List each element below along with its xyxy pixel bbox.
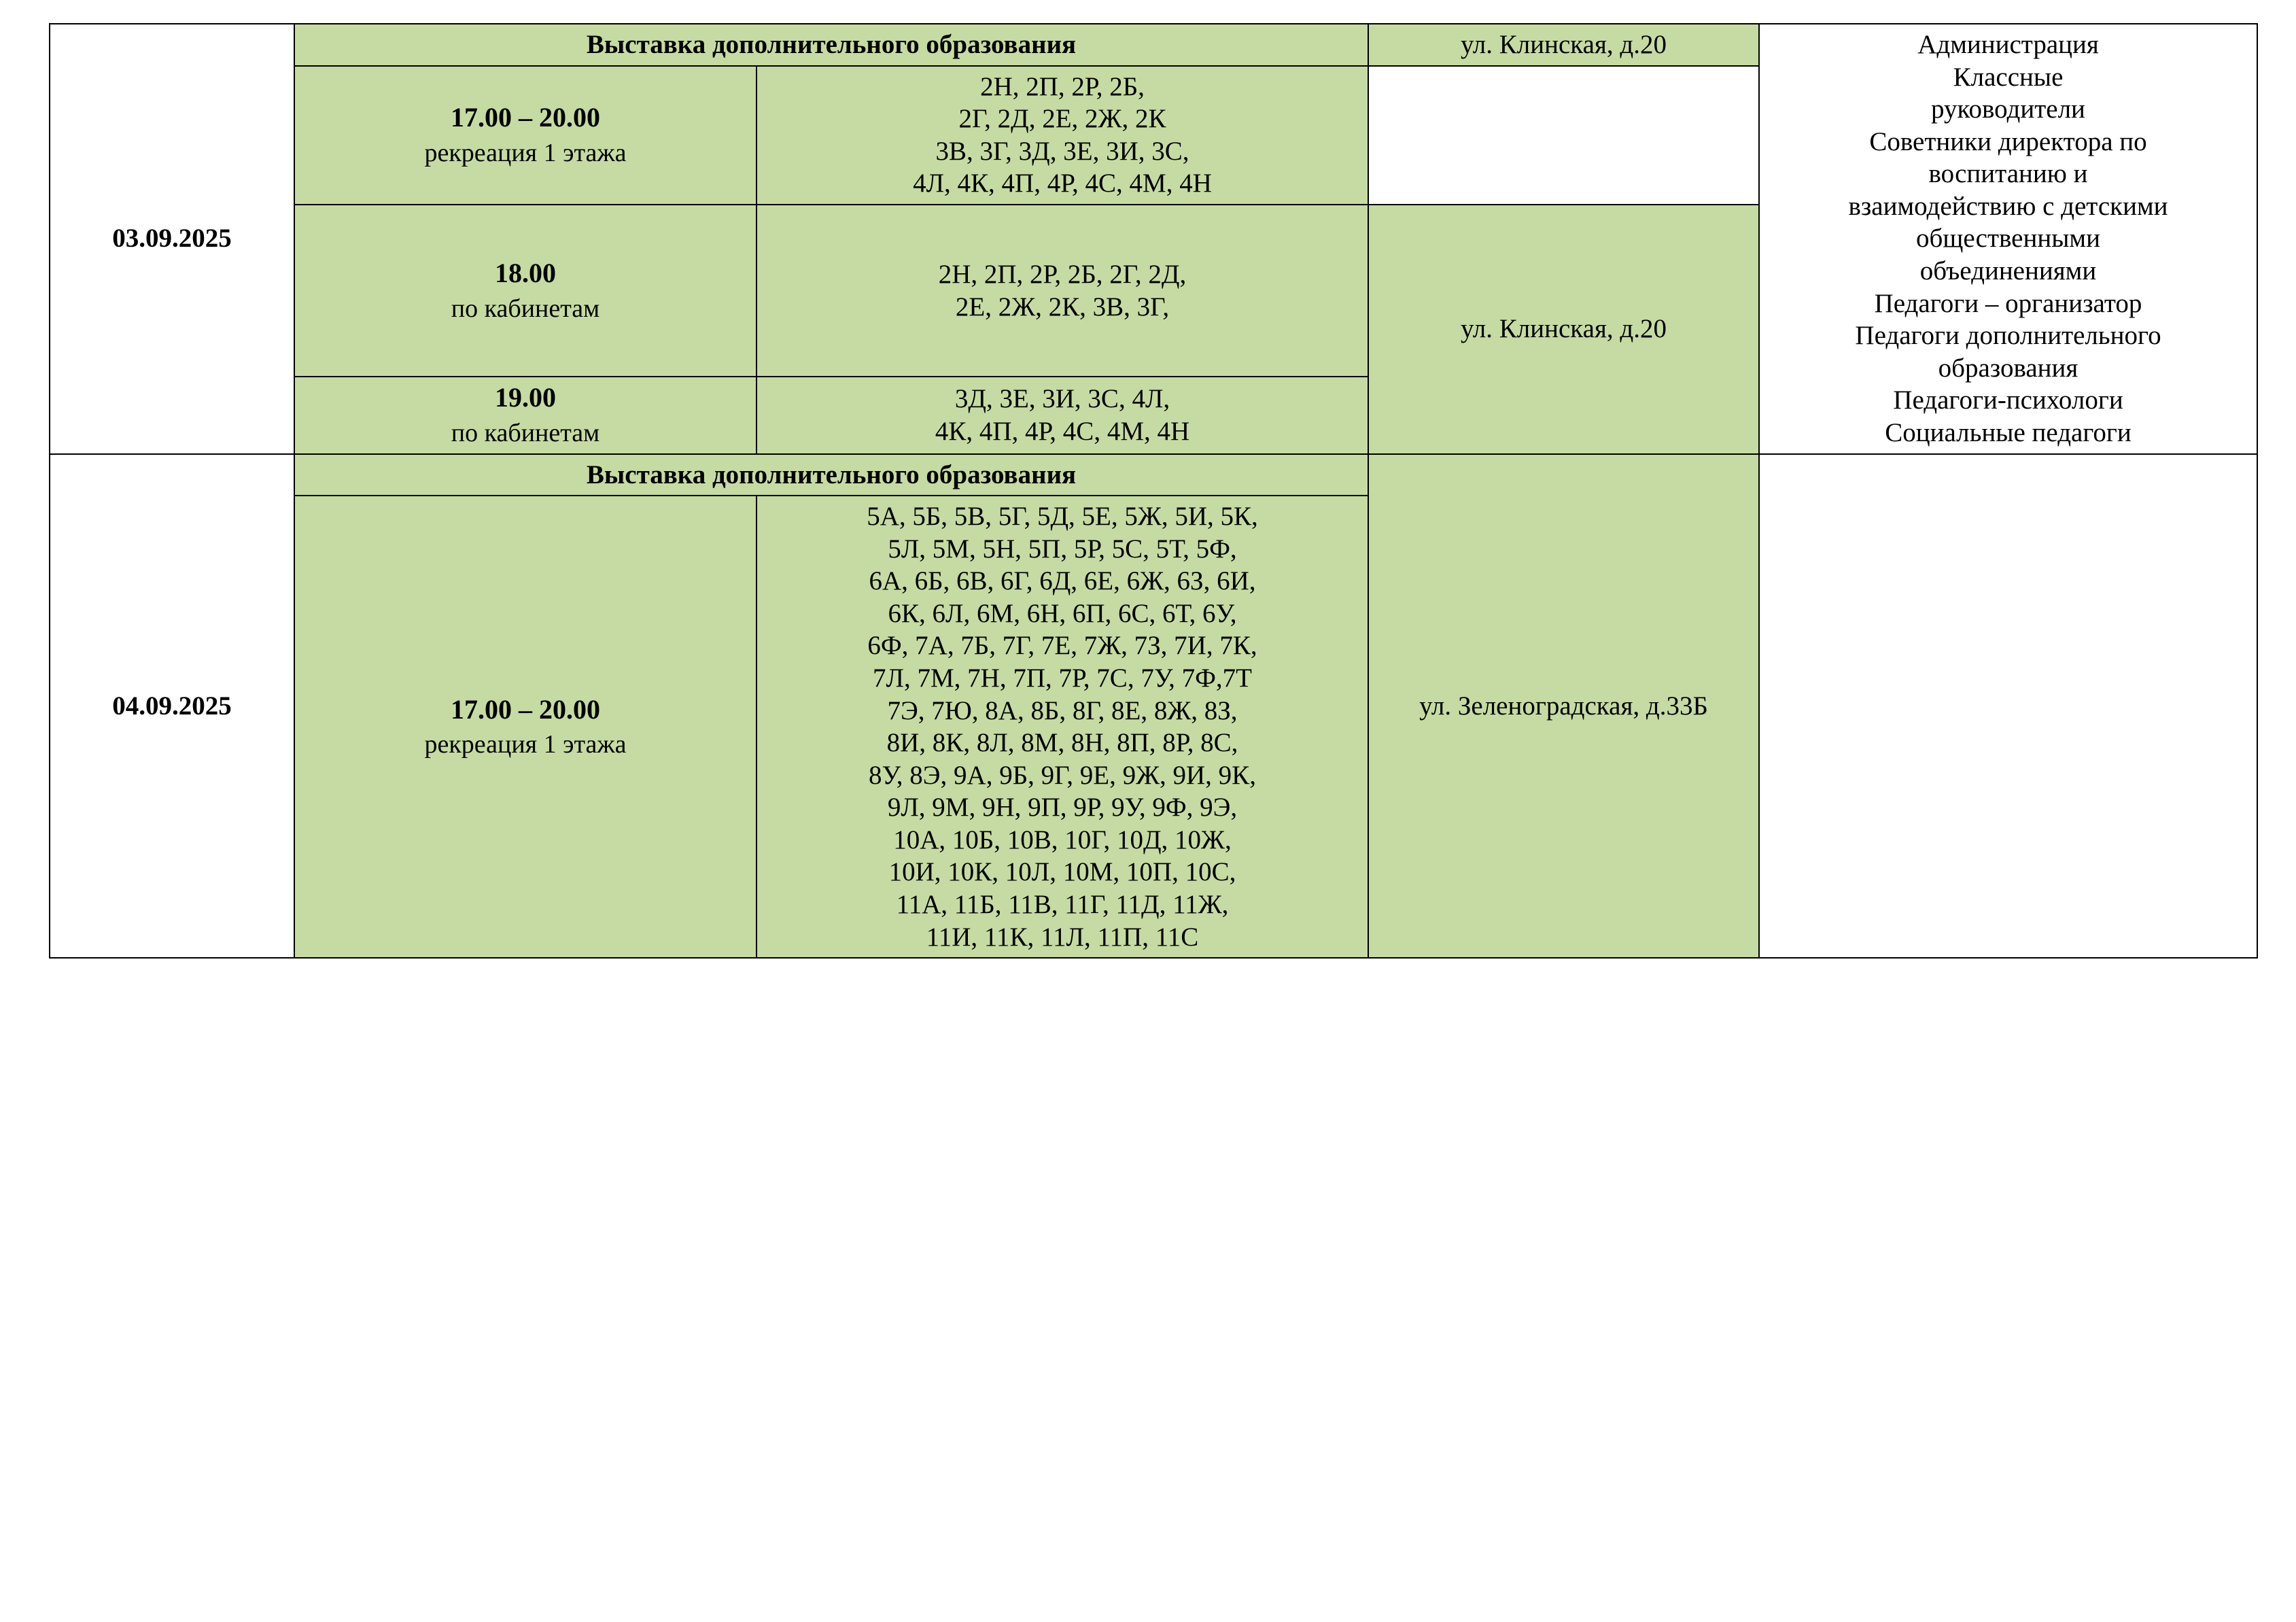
responsible-line: Советники директора по xyxy=(1869,126,2147,156)
table-row xyxy=(50,24,2257,66)
classes-line: 7Э, 7Ю, 8А, 8Б, 8Г, 8Е, 8Ж, 8З, xyxy=(887,695,1238,725)
responsible-line: Педагоги дополнительного xyxy=(1855,321,2161,351)
classes-cell-1-2 xyxy=(756,205,1368,377)
classes-line: 11И, 11К, 11Л, 11П, 11С xyxy=(926,922,1199,952)
time-main: 18.00 xyxy=(495,258,556,289)
place-cell-2-1: ул. Зеленоградская, д.33Б xyxy=(1368,454,1759,959)
date-cell-1: 03.09.2025 xyxy=(50,24,294,454)
classes-line: 2Н, 2П, 2Р, 2Б, 2Г, 2Д, xyxy=(938,260,1187,290)
time-main: 17.00 – 20.00 xyxy=(451,102,600,133)
time-sub: по кабинетам xyxy=(451,294,600,323)
classes-line: 5А, 5Б, 5В, 5Г, 5Д, 5Е, 5Ж, 5И, 5К, xyxy=(867,502,1258,532)
classes-line: 6Ф, 7А, 7Б, 7Г, 7Е, 7Ж, 7З, 7И, 7К, xyxy=(867,631,1257,661)
date-cell-2: 04.09.2025 xyxy=(50,454,294,959)
time-cell-1-2 xyxy=(294,205,756,377)
classes-line: 3В, 3Г, 3Д, 3Е, 3И, 3С, xyxy=(935,136,1189,166)
time-cell-1-1 xyxy=(294,66,756,205)
table-row xyxy=(50,454,2257,496)
time-main: 17.00 – 20.00 xyxy=(451,693,600,725)
event-banner-1: Выставка дополнительного образования xyxy=(294,24,1368,66)
place-cell-1-2: ул. Клинская, д.20 xyxy=(1368,205,1759,454)
classes-line: 8И, 8К, 8Л, 8М, 8Н, 8П, 8Р, 8С, xyxy=(886,728,1238,758)
classes-cell-1-3 xyxy=(756,377,1368,453)
time-sub: рекреация 1 этажа xyxy=(424,730,627,759)
responsible-line: Администрация xyxy=(1917,30,2099,59)
time-cell-2-1 xyxy=(294,496,756,958)
time-main: 19.00 xyxy=(495,382,556,413)
responsible-cell-2 xyxy=(1759,454,2257,959)
classes-cell-1-1 xyxy=(756,66,1368,205)
event-banner-2: Выставка дополнительного образования xyxy=(294,454,1368,496)
classes-line: 6К, 6Л, 6М, 6Н, 6П, 6С, 6Т, 6У, xyxy=(888,598,1237,628)
classes-line: 4К, 4П, 4Р, 4С, 4М, 4Н xyxy=(935,416,1190,446)
classes-line: 2Н, 2П, 2Р, 2Б, xyxy=(980,71,1145,101)
place-cell-1-1: ул. Клинская, д.20 xyxy=(1368,24,1759,66)
classes-line: 10И, 10К, 10Л, 10М, 10П, 10С, xyxy=(888,857,1236,887)
responsible-line: образования xyxy=(1938,353,2078,383)
responsible-line: Классные xyxy=(1953,62,2064,92)
classes-line: 5Л, 5М, 5Н, 5П, 5Р, 5С, 5Т, 5Ф, xyxy=(888,534,1237,564)
classes-line: 10А, 10Б, 10В, 10Г, 10Д, 10Ж, xyxy=(893,825,1232,855)
classes-cell-2-1 xyxy=(756,496,1368,958)
responsible-line: воспитанию и xyxy=(1928,159,2088,189)
time-sub: рекреация 1 этажа xyxy=(424,138,627,167)
schedule-table xyxy=(49,23,2258,959)
classes-line: 7Л, 7М, 7Н, 7П, 7Р, 7С, 7У, 7Ф,7Т xyxy=(873,663,1252,693)
classes-line: 8У, 8Э, 9А, 9Б, 9Г, 9Е, 9Ж, 9И, 9К, xyxy=(869,760,1256,790)
responsible-line: Педагоги-психологи xyxy=(1893,385,2123,415)
responsible-line: общественными xyxy=(1915,224,2100,254)
classes-line: 4Л, 4К, 4П, 4Р, 4С, 4М, 4Н xyxy=(913,169,1212,199)
responsible-cell-1 xyxy=(1759,24,2257,454)
responsible-line: Социальные педагоги xyxy=(1885,417,2132,447)
responsible-line: Педагоги – организатор xyxy=(1874,288,2142,318)
classes-line: 2Е, 2Ж, 2К, 3В, 3Г, xyxy=(955,292,1170,322)
classes-line: 9Л, 9М, 9Н, 9П, 9Р, 9У, 9Ф, 9Э, xyxy=(887,793,1238,823)
responsible-line: взаимодействию с детскими xyxy=(1848,191,2168,221)
classes-line: 11А, 11Б, 11В, 11Г, 11Д, 11Ж, xyxy=(896,890,1229,920)
classes-line: 3Д, 3Е, 3И, 3С, 4Л, xyxy=(954,384,1170,414)
classes-line: 6А, 6Б, 6В, 6Г, 6Д, 6Е, 6Ж, 6З, 6И, xyxy=(869,566,1256,596)
time-cell-1-3 xyxy=(294,377,756,453)
responsible-line: объединениями xyxy=(1919,256,2097,286)
time-sub: по кабинетам xyxy=(451,419,600,448)
classes-line: 2Г, 2Д, 2Е, 2Ж, 2К xyxy=(958,104,1166,134)
responsible-line: руководители xyxy=(1931,94,2085,124)
